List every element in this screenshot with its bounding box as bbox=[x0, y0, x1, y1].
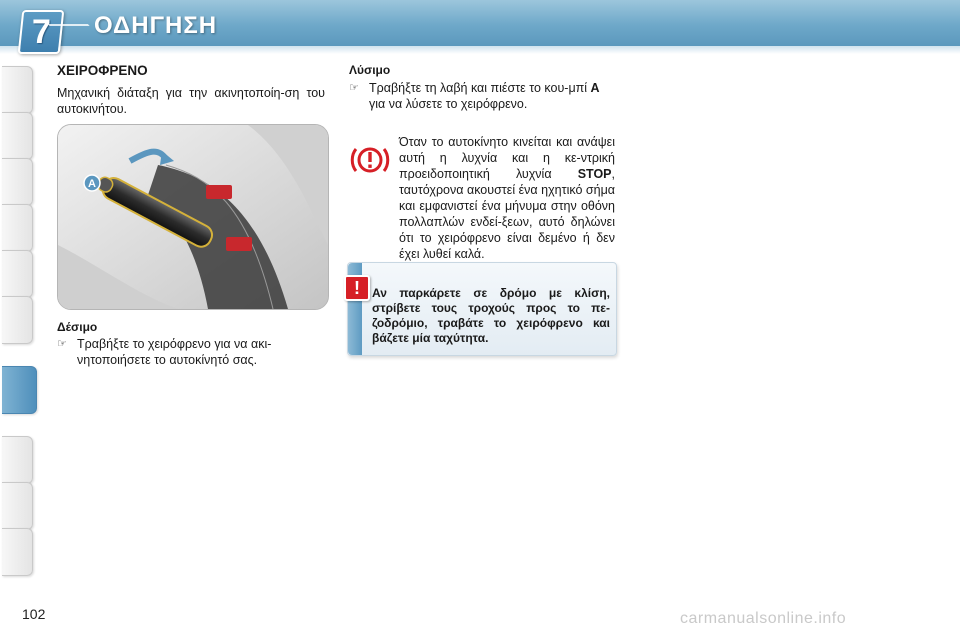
button-a-label: A bbox=[590, 81, 600, 95]
header-fade bbox=[0, 46, 960, 54]
chapter-tab[interactable] bbox=[2, 296, 33, 344]
page-title: ΧΕΙΡΟΦΡΕΝΟ bbox=[57, 63, 148, 78]
release-instruction bbox=[349, 80, 617, 112]
chapter-tab[interactable] bbox=[2, 158, 33, 206]
alert-callout bbox=[347, 262, 617, 356]
page-number: 102 bbox=[22, 606, 46, 622]
release-heading: Λύσιμο bbox=[349, 63, 391, 77]
release-text-after: για να λύσετε το χειρόφρενο. bbox=[369, 97, 528, 111]
warning-text-before: Όταν το αυτοκίνητο κινείται και ανάψει αυτή η λυχνία και η κε-ντρική προειδοποιητική λυχνία bbox=[399, 135, 615, 181]
apply-instruction bbox=[57, 336, 327, 368]
stop-label: STOP bbox=[577, 167, 612, 181]
chapter-tab[interactable] bbox=[2, 436, 33, 484]
warning-text-after: , ταυτόχρονα ακουστεί ένα ηχητικό σήμα και εμφανιστεί ένα μήνυμα στην οθόνη πολλαπλών ενδεί-ξεων, αυτό δηλώνει ότι το χειρόφρενο είναι δεμένο ή δεν έχει λυθεί καλά. bbox=[399, 167, 615, 261]
exclamation-icon: ! bbox=[344, 275, 370, 301]
chapter-tab[interactable] bbox=[2, 66, 33, 114]
figure-label-a: A bbox=[88, 178, 96, 190]
section-title: ΟΔΗΓΗΣΗ bbox=[94, 12, 218, 39]
chapter-tab[interactable] bbox=[2, 250, 33, 298]
release-text-before: Τραβήξτε τη λαβή και πιέστε το κου-μπί bbox=[369, 81, 591, 95]
callout-text: Αν παρκάρετε σε δρόμο με κλίση, στρίβετε τους τροχούς προς το πε-ζοδρόμιο, τραβάτε το χειρόφρενο και βάζετε μία ταχύτητα. bbox=[372, 286, 610, 345]
handbrake-drawing bbox=[58, 125, 328, 309]
handbrake-illustration bbox=[57, 124, 329, 310]
chapter-tab[interactable] bbox=[2, 482, 33, 530]
chapter-tabs bbox=[2, 66, 32, 574]
chapter-tab[interactable] bbox=[2, 528, 33, 576]
pointing-hand-icon: ☞ bbox=[349, 82, 359, 94]
apply-text: Τραβήξτε το χειρόφρενο για να ακι-νητοποιήσετε το αυτοκίνητό σας. bbox=[77, 337, 272, 367]
pointing-hand-icon: ☞ bbox=[57, 338, 67, 350]
warning-paragraph bbox=[349, 134, 615, 262]
chapter-tab-active[interactable] bbox=[2, 366, 37, 414]
apply-heading: Δέσιμο bbox=[57, 320, 98, 334]
chapter-number: 7 bbox=[31, 12, 51, 51]
chapter-tab[interactable] bbox=[2, 204, 33, 252]
intro-paragraph: Μηχανική διάταξη για την ακινητοποίη-ση του αυτοκινήτου. bbox=[57, 86, 325, 116]
watermark: carmanualsonline.info bbox=[680, 610, 847, 627]
chapter-tab[interactable] bbox=[2, 112, 33, 160]
